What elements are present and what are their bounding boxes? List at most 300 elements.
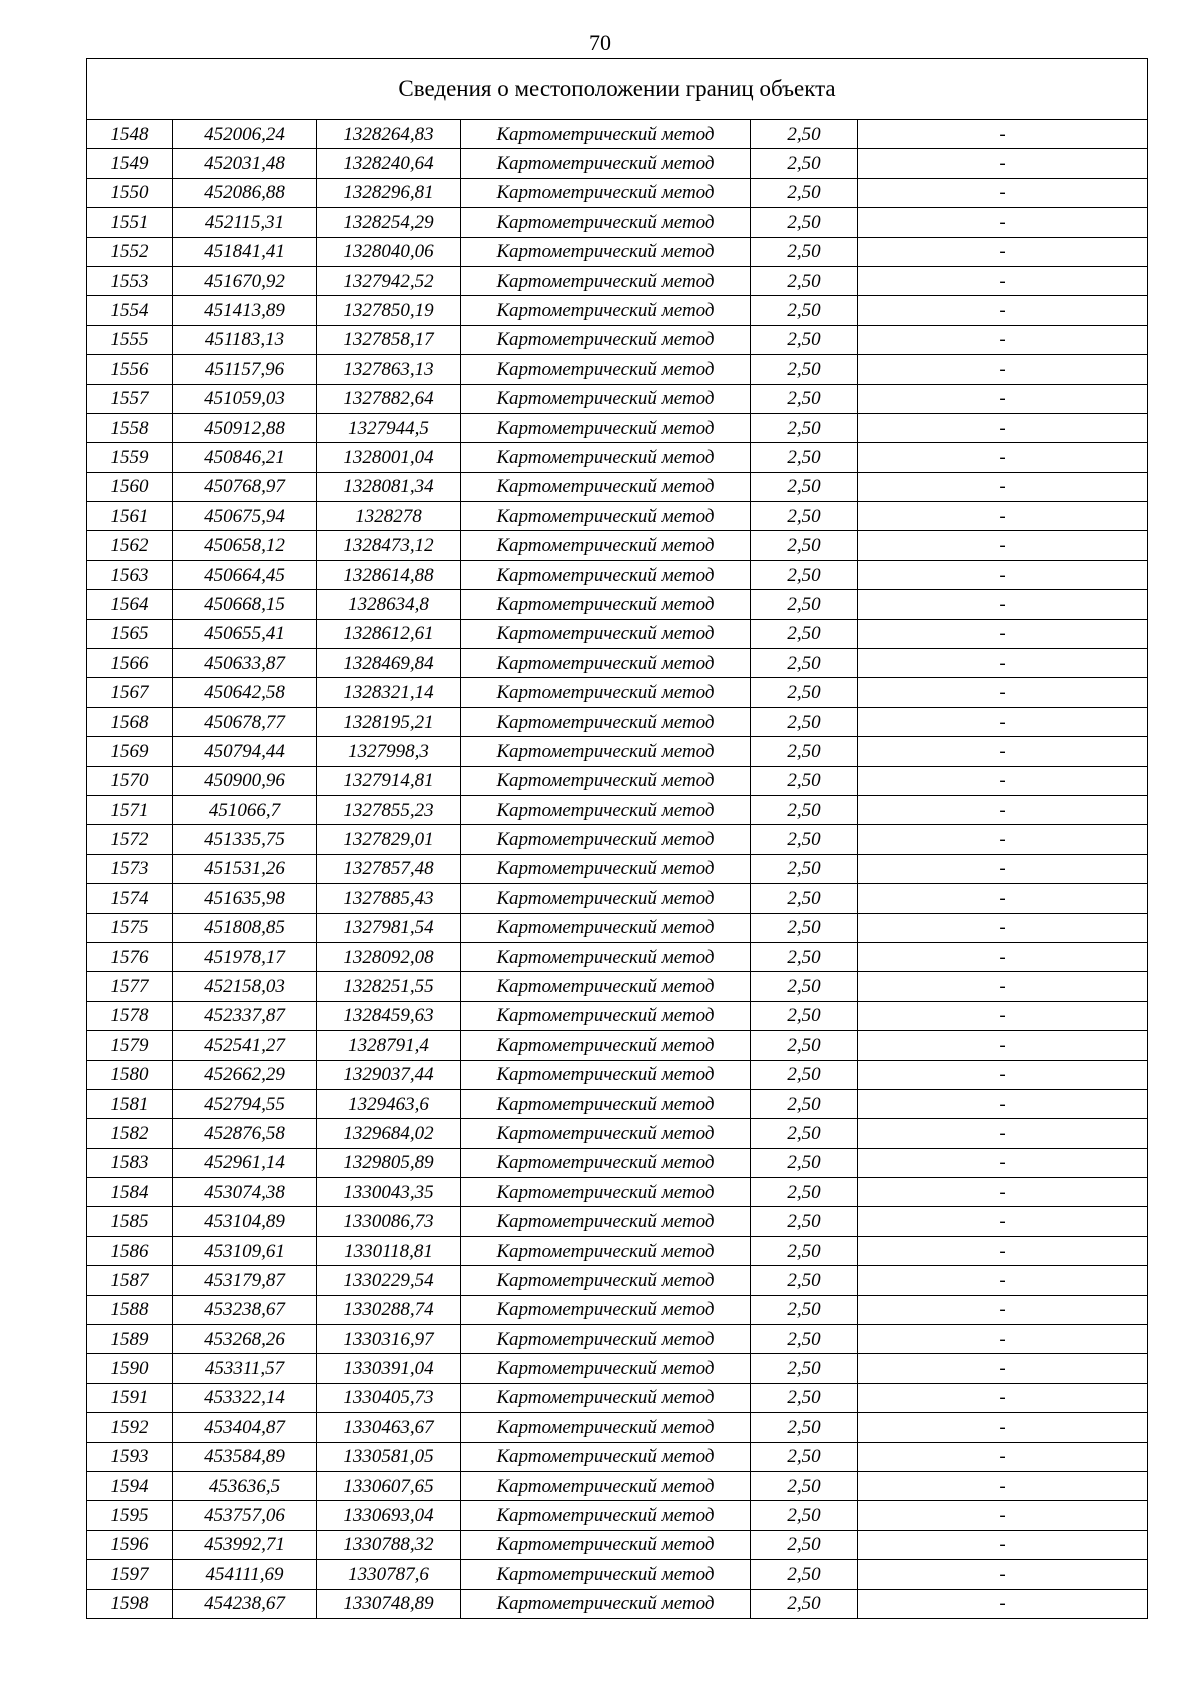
method-cell: Картометрический метод (461, 502, 751, 531)
table-row (87, 237, 1148, 266)
accuracy-cell: 2,50 (751, 972, 858, 1001)
method-cell: Картометрический метод (461, 149, 751, 178)
table-row (87, 531, 1148, 560)
point-number-cell: 1565 (87, 619, 173, 648)
description-cell: - (858, 854, 1148, 883)
point-number-cell: 1557 (87, 384, 173, 413)
method-cell: Картометрический метод (461, 384, 751, 413)
point-number-cell: 1595 (87, 1501, 173, 1530)
accuracy-cell: 2,50 (751, 384, 858, 413)
accuracy-cell: 2,50 (751, 737, 858, 766)
accuracy-cell: 2,50 (751, 502, 858, 531)
x-coordinate-cell: 450642,58 (173, 678, 317, 707)
description-cell: - (858, 795, 1148, 824)
y-coordinate-cell: 1327942,52 (317, 266, 461, 295)
accuracy-cell: 2,50 (751, 678, 858, 707)
method-cell: Картометрический метод (461, 1119, 751, 1148)
description-cell: - (858, 472, 1148, 501)
table-row (87, 443, 1148, 472)
description-cell: - (858, 178, 1148, 207)
x-coordinate-cell: 453404,87 (173, 1413, 317, 1442)
table-row (87, 355, 1148, 384)
x-coordinate-cell: 452006,24 (173, 120, 317, 149)
point-number-cell: 1570 (87, 766, 173, 795)
table-row (87, 325, 1148, 354)
x-coordinate-cell: 452876,58 (173, 1119, 317, 1148)
table-row (87, 1471, 1148, 1500)
table-row (87, 413, 1148, 442)
point-number-cell: 1562 (87, 531, 173, 560)
y-coordinate-cell: 1328469,84 (317, 649, 461, 678)
x-coordinate-cell: 453109,61 (173, 1236, 317, 1265)
point-number-cell: 1553 (87, 266, 173, 295)
y-coordinate-cell: 1327944,5 (317, 413, 461, 442)
y-coordinate-cell: 1328251,55 (317, 972, 461, 1001)
method-cell: Картометрический метод (461, 737, 751, 766)
table-row (87, 678, 1148, 707)
point-number-cell: 1589 (87, 1325, 173, 1354)
description-cell: - (858, 707, 1148, 736)
accuracy-cell: 2,50 (751, 443, 858, 472)
method-cell: Картометрический метод (461, 825, 751, 854)
y-coordinate-cell: 1330607,65 (317, 1471, 461, 1500)
y-coordinate-cell: 1327885,43 (317, 884, 461, 913)
description-cell: - (858, 1560, 1148, 1589)
y-coordinate-cell: 1329463,6 (317, 1089, 461, 1118)
y-coordinate-cell: 1330693,04 (317, 1501, 461, 1530)
y-coordinate-cell: 1328081,34 (317, 472, 461, 501)
accuracy-cell: 2,50 (751, 942, 858, 971)
y-coordinate-cell: 1328612,61 (317, 619, 461, 648)
method-cell: Картометрический метод (461, 1148, 751, 1177)
y-coordinate-cell: 1330787,6 (317, 1560, 461, 1589)
y-coordinate-cell: 1330581,05 (317, 1442, 461, 1471)
method-cell: Картометрический метод (461, 619, 751, 648)
x-coordinate-cell: 452662,29 (173, 1060, 317, 1089)
y-coordinate-cell: 1328254,29 (317, 208, 461, 237)
x-coordinate-cell: 453992,71 (173, 1530, 317, 1559)
y-coordinate-cell: 1329805,89 (317, 1148, 461, 1177)
description-cell: - (858, 1266, 1148, 1295)
accuracy-cell: 2,50 (751, 825, 858, 854)
page-number: 70 (589, 30, 611, 55)
method-cell: Картометрический метод (461, 1383, 751, 1412)
x-coordinate-cell: 452961,14 (173, 1148, 317, 1177)
accuracy-cell: 2,50 (751, 1060, 858, 1089)
x-coordinate-cell: 450768,97 (173, 472, 317, 501)
point-number-cell: 1549 (87, 149, 173, 178)
description-cell: - (858, 1236, 1148, 1265)
x-coordinate-cell: 452115,31 (173, 208, 317, 237)
accuracy-cell: 2,50 (751, 649, 858, 678)
y-coordinate-cell: 1328614,88 (317, 560, 461, 589)
y-coordinate-cell: 1330788,32 (317, 1530, 461, 1559)
method-cell: Картометрический метод (461, 296, 751, 325)
point-number-cell: 1566 (87, 649, 173, 678)
accuracy-cell: 2,50 (751, 795, 858, 824)
x-coordinate-cell: 450664,45 (173, 560, 317, 589)
y-coordinate-cell: 1328092,08 (317, 942, 461, 971)
y-coordinate-cell: 1328040,06 (317, 237, 461, 266)
point-number-cell: 1585 (87, 1207, 173, 1236)
table-row (87, 619, 1148, 648)
table-row (87, 825, 1148, 854)
point-number-cell: 1550 (87, 178, 173, 207)
description-cell: - (858, 1589, 1148, 1618)
boundary-table (86, 58, 1148, 1619)
x-coordinate-cell: 451157,96 (173, 355, 317, 384)
y-coordinate-cell: 1328321,14 (317, 678, 461, 707)
accuracy-cell: 2,50 (751, 1325, 858, 1354)
description-cell: - (858, 1530, 1148, 1559)
point-number-cell: 1582 (87, 1119, 173, 1148)
accuracy-cell: 2,50 (751, 560, 858, 589)
x-coordinate-cell: 450678,77 (173, 707, 317, 736)
method-cell: Картометрический метод (461, 560, 751, 589)
method-cell: Картометрический метод (461, 1325, 751, 1354)
point-number-cell: 1587 (87, 1266, 173, 1295)
x-coordinate-cell: 454111,69 (173, 1560, 317, 1589)
description-cell: - (858, 737, 1148, 766)
accuracy-cell: 2,50 (751, 325, 858, 354)
method-cell: Картометрический метод (461, 649, 751, 678)
table-row (87, 502, 1148, 531)
y-coordinate-cell: 1327858,17 (317, 325, 461, 354)
y-coordinate-cell: 1330391,04 (317, 1354, 461, 1383)
table-row (87, 560, 1148, 589)
accuracy-cell: 2,50 (751, 237, 858, 266)
table-row (87, 942, 1148, 971)
table-row (87, 766, 1148, 795)
accuracy-cell: 2,50 (751, 1471, 858, 1500)
description-cell: - (858, 1089, 1148, 1118)
y-coordinate-cell: 1330463,67 (317, 1413, 461, 1442)
table-row (87, 884, 1148, 913)
accuracy-cell: 2,50 (751, 149, 858, 178)
table-row (87, 737, 1148, 766)
point-number-cell: 1563 (87, 560, 173, 589)
y-coordinate-cell: 1330748,89 (317, 1589, 461, 1618)
x-coordinate-cell: 453322,14 (173, 1383, 317, 1412)
x-coordinate-cell: 451808,85 (173, 913, 317, 942)
method-cell: Картометрический метод (461, 972, 751, 1001)
point-number-cell: 1577 (87, 972, 173, 1001)
point-number-cell: 1574 (87, 884, 173, 913)
x-coordinate-cell: 452337,87 (173, 1001, 317, 1030)
y-coordinate-cell: 1327850,19 (317, 296, 461, 325)
method-cell: Картометрический метод (461, 531, 751, 560)
y-coordinate-cell: 1330043,35 (317, 1178, 461, 1207)
point-number-cell: 1568 (87, 707, 173, 736)
accuracy-cell: 2,50 (751, 1089, 858, 1118)
accuracy-cell: 2,50 (751, 1354, 858, 1383)
description-cell: - (858, 1178, 1148, 1207)
description-cell: - (858, 1383, 1148, 1412)
table-title-row (87, 59, 1148, 120)
y-coordinate-cell: 1330118,81 (317, 1236, 461, 1265)
table-row (87, 1119, 1148, 1148)
table-row (87, 1325, 1148, 1354)
accuracy-cell: 2,50 (751, 1442, 858, 1471)
method-cell: Картометрический метод (461, 1413, 751, 1442)
y-coordinate-cell: 1327882,64 (317, 384, 461, 413)
method-cell: Картометрический метод (461, 413, 751, 442)
method-cell: Картометрический метод (461, 208, 751, 237)
description-cell: - (858, 1207, 1148, 1236)
x-coordinate-cell: 450658,12 (173, 531, 317, 560)
x-coordinate-cell: 453311,57 (173, 1354, 317, 1383)
y-coordinate-cell: 1328634,8 (317, 590, 461, 619)
table-row (87, 1031, 1148, 1060)
table-row (87, 1560, 1148, 1589)
method-cell: Картометрический метод (461, 1354, 751, 1383)
accuracy-cell: 2,50 (751, 590, 858, 619)
table-row (87, 649, 1148, 678)
method-cell: Картометрический метод (461, 1001, 751, 1030)
table-row (87, 384, 1148, 413)
x-coordinate-cell: 451635,98 (173, 884, 317, 913)
point-number-cell: 1564 (87, 590, 173, 619)
x-coordinate-cell: 451841,41 (173, 237, 317, 266)
x-coordinate-cell: 450668,15 (173, 590, 317, 619)
table-row (87, 1383, 1148, 1412)
description-cell: - (858, 1501, 1148, 1530)
accuracy-cell: 2,50 (751, 707, 858, 736)
y-coordinate-cell: 1327863,13 (317, 355, 461, 384)
accuracy-cell: 2,50 (751, 266, 858, 295)
accuracy-cell: 2,50 (751, 531, 858, 560)
table-row (87, 1295, 1148, 1324)
table-row (87, 266, 1148, 295)
method-cell: Картометрический метод (461, 1178, 751, 1207)
table-row (87, 178, 1148, 207)
method-cell: Картометрический метод (461, 1236, 751, 1265)
accuracy-cell: 2,50 (751, 472, 858, 501)
method-cell: Картометрический метод (461, 1471, 751, 1500)
x-coordinate-cell: 450794,44 (173, 737, 317, 766)
description-cell: - (858, 296, 1148, 325)
accuracy-cell: 2,50 (751, 1031, 858, 1060)
table-row (87, 590, 1148, 619)
description-cell: - (858, 649, 1148, 678)
y-coordinate-cell: 1330086,73 (317, 1207, 461, 1236)
y-coordinate-cell: 1328195,21 (317, 707, 461, 736)
description-cell: - (858, 1413, 1148, 1442)
point-number-cell: 1576 (87, 942, 173, 971)
method-cell: Картометрический метод (461, 1031, 751, 1060)
y-coordinate-cell: 1330229,54 (317, 1266, 461, 1295)
accuracy-cell: 2,50 (751, 1266, 858, 1295)
table-row (87, 795, 1148, 824)
y-coordinate-cell: 1328296,81 (317, 178, 461, 207)
description-cell: - (858, 502, 1148, 531)
x-coordinate-cell: 453636,5 (173, 1471, 317, 1500)
description-cell: - (858, 1148, 1148, 1177)
method-cell: Картометрический метод (461, 1089, 751, 1118)
point-number-cell: 1598 (87, 1589, 173, 1618)
accuracy-cell: 2,50 (751, 413, 858, 442)
description-cell: - (858, 913, 1148, 942)
y-coordinate-cell: 1328001,04 (317, 443, 461, 472)
table-row (87, 1236, 1148, 1265)
x-coordinate-cell: 451413,89 (173, 296, 317, 325)
description-cell: - (858, 120, 1148, 149)
y-coordinate-cell: 1327829,01 (317, 825, 461, 854)
description-cell: - (858, 1325, 1148, 1354)
x-coordinate-cell: 451335,75 (173, 825, 317, 854)
description-cell: - (858, 443, 1148, 472)
method-cell: Картометрический метод (461, 1530, 751, 1559)
point-number-cell: 1594 (87, 1471, 173, 1500)
x-coordinate-cell: 452541,27 (173, 1031, 317, 1060)
method-cell: Картометрический метод (461, 1060, 751, 1089)
x-coordinate-cell: 451978,17 (173, 942, 317, 971)
y-coordinate-cell: 1327981,54 (317, 913, 461, 942)
x-coordinate-cell: 452086,88 (173, 178, 317, 207)
y-coordinate-cell: 1328278 (317, 502, 461, 531)
method-cell: Картометрический метод (461, 355, 751, 384)
point-number-cell: 1572 (87, 825, 173, 854)
description-cell: - (858, 1060, 1148, 1089)
method-cell: Картометрический метод (461, 942, 751, 971)
accuracy-cell: 2,50 (751, 1148, 858, 1177)
point-number-cell: 1560 (87, 472, 173, 501)
table-row (87, 120, 1148, 149)
method-cell: Картометрический метод (461, 443, 751, 472)
description-cell: - (858, 1442, 1148, 1471)
method-cell: Картометрический метод (461, 707, 751, 736)
y-coordinate-cell: 1329684,02 (317, 1119, 461, 1148)
method-cell: Картометрический метод (461, 325, 751, 354)
method-cell: Картометрический метод (461, 266, 751, 295)
description-cell: - (858, 1119, 1148, 1148)
x-coordinate-cell: 453268,26 (173, 1325, 317, 1354)
method-cell: Картометрический метод (461, 590, 751, 619)
description-cell: - (858, 208, 1148, 237)
method-cell: Картометрический метод (461, 1266, 751, 1295)
accuracy-cell: 2,50 (751, 1119, 858, 1148)
y-coordinate-cell: 1330405,73 (317, 1383, 461, 1412)
description-cell: - (858, 413, 1148, 442)
point-number-cell: 1558 (87, 413, 173, 442)
x-coordinate-cell: 453179,87 (173, 1266, 317, 1295)
accuracy-cell: 2,50 (751, 1178, 858, 1207)
point-number-cell: 1581 (87, 1089, 173, 1118)
x-coordinate-cell: 451531,26 (173, 854, 317, 883)
accuracy-cell: 2,50 (751, 1236, 858, 1265)
accuracy-cell: 2,50 (751, 854, 858, 883)
point-number-cell: 1548 (87, 120, 173, 149)
description-cell: - (858, 355, 1148, 384)
table-row (87, 854, 1148, 883)
y-coordinate-cell: 1327998,3 (317, 737, 461, 766)
table-row (87, 1442, 1148, 1471)
y-coordinate-cell: 1327914,81 (317, 766, 461, 795)
x-coordinate-cell: 453584,89 (173, 1442, 317, 1471)
description-cell: - (858, 1471, 1148, 1500)
accuracy-cell: 2,50 (751, 355, 858, 384)
point-number-cell: 1592 (87, 1413, 173, 1442)
table-row (87, 1089, 1148, 1118)
description-cell: - (858, 678, 1148, 707)
accuracy-cell: 2,50 (751, 208, 858, 237)
accuracy-cell: 2,50 (751, 178, 858, 207)
y-coordinate-cell: 1330316,97 (317, 1325, 461, 1354)
y-coordinate-cell: 1328264,83 (317, 120, 461, 149)
accuracy-cell: 2,50 (751, 1295, 858, 1324)
point-number-cell: 1597 (87, 1560, 173, 1589)
point-number-cell: 1583 (87, 1148, 173, 1177)
method-cell: Картометрический метод (461, 795, 751, 824)
table-row (87, 1354, 1148, 1383)
accuracy-cell: 2,50 (751, 619, 858, 648)
accuracy-cell: 2,50 (751, 884, 858, 913)
table-row (87, 1001, 1148, 1030)
method-cell: Картометрический метод (461, 178, 751, 207)
point-number-cell: 1561 (87, 502, 173, 531)
x-coordinate-cell: 452158,03 (173, 972, 317, 1001)
table-body (87, 120, 1148, 1619)
method-cell: Картометрический метод (461, 1207, 751, 1236)
method-cell: Картометрический метод (461, 913, 751, 942)
description-cell: - (858, 942, 1148, 971)
x-coordinate-cell: 453104,89 (173, 1207, 317, 1236)
x-coordinate-cell: 450633,87 (173, 649, 317, 678)
table-row (87, 208, 1148, 237)
method-cell: Картометрический метод (461, 1501, 751, 1530)
method-cell: Картометрический метод (461, 120, 751, 149)
method-cell: Картометрический метод (461, 1560, 751, 1589)
y-coordinate-cell: 1329037,44 (317, 1060, 461, 1089)
method-cell: Картометрический метод (461, 237, 751, 266)
point-number-cell: 1586 (87, 1236, 173, 1265)
x-coordinate-cell: 451670,92 (173, 266, 317, 295)
accuracy-cell: 2,50 (751, 1001, 858, 1030)
description-cell: - (858, 325, 1148, 354)
table-row (87, 1178, 1148, 1207)
table-row (87, 707, 1148, 736)
description-cell: - (858, 590, 1148, 619)
x-coordinate-cell: 450900,96 (173, 766, 317, 795)
point-number-cell: 1554 (87, 296, 173, 325)
point-number-cell: 1590 (87, 1354, 173, 1383)
method-cell: Картометрический метод (461, 884, 751, 913)
x-coordinate-cell: 450675,94 (173, 502, 317, 531)
method-cell: Картометрический метод (461, 854, 751, 883)
table-row (87, 1266, 1148, 1295)
description-cell: - (858, 766, 1148, 795)
y-coordinate-cell: 1330288,74 (317, 1295, 461, 1324)
table-row (87, 1060, 1148, 1089)
description-cell: - (858, 384, 1148, 413)
point-number-cell: 1556 (87, 355, 173, 384)
point-number-cell: 1588 (87, 1295, 173, 1324)
table-row (87, 1589, 1148, 1618)
accuracy-cell: 2,50 (751, 1501, 858, 1530)
table-row (87, 472, 1148, 501)
y-coordinate-cell: 1327855,23 (317, 795, 461, 824)
description-cell: - (858, 619, 1148, 648)
method-cell: Картометрический метод (461, 472, 751, 501)
table-row (87, 1207, 1148, 1236)
x-coordinate-cell: 451183,13 (173, 325, 317, 354)
description-cell: - (858, 1354, 1148, 1383)
point-number-cell: 1584 (87, 1178, 173, 1207)
point-number-cell: 1551 (87, 208, 173, 237)
x-coordinate-cell: 452794,55 (173, 1089, 317, 1118)
accuracy-cell: 2,50 (751, 1383, 858, 1412)
method-cell: Картометрический метод (461, 766, 751, 795)
